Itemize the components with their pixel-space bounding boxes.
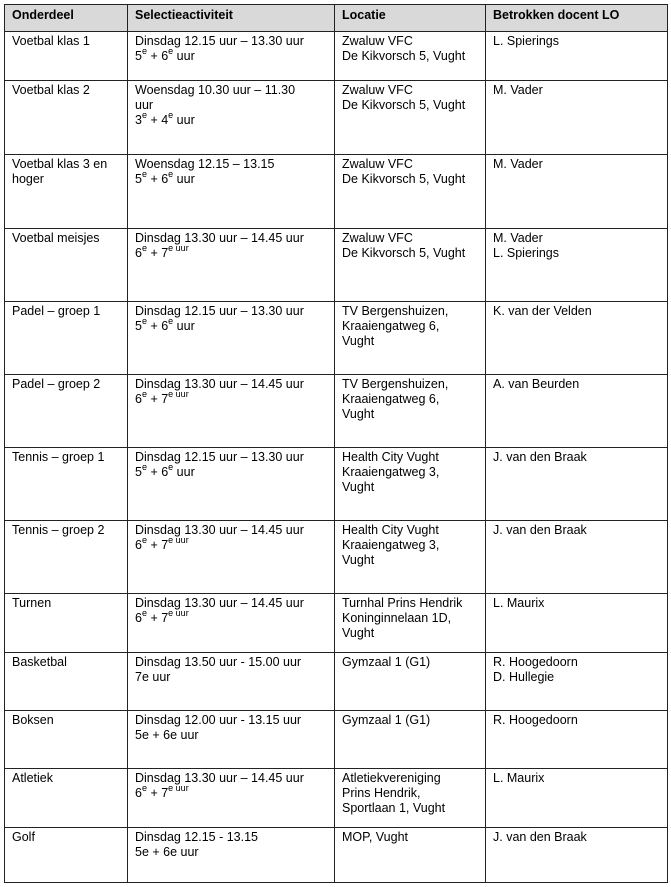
cell-selectieactiviteit-line	[135, 655, 327, 670]
cell-selectieactiviteit	[128, 448, 335, 521]
cell-locatie-line: Sportlaan 1, Vught	[342, 801, 446, 815]
cell-locatie-line: Vught	[342, 626, 375, 640]
cell-selectieactiviteit-line	[135, 713, 327, 728]
superscript-text: e	[168, 109, 174, 120]
activity-text: 6	[135, 392, 142, 406]
table-row	[5, 155, 668, 229]
cell-locatie-line: Gymzaal 1 (G1)	[342, 713, 431, 727]
cell-locatie-line: Zwaluw VFC	[342, 83, 413, 97]
cell-locatie-line: Kraaiengatweg 6,	[342, 319, 440, 333]
cell-locatie-line: Vught	[342, 553, 375, 567]
activity-text: uur	[173, 319, 195, 333]
superscript-text: e uur	[168, 534, 189, 545]
table-body	[5, 32, 668, 883]
activity-text: + 4	[146, 113, 169, 127]
cell-locatie-line: Zwaluw VFC	[342, 34, 413, 48]
cell-locatie-line: De Kikvorsch 5, Vught	[342, 98, 466, 112]
cell-onderdeel-line: Basketbal	[12, 655, 67, 669]
superscript-text: e	[141, 607, 147, 618]
cell-docent	[486, 375, 668, 448]
cell-docent	[486, 594, 668, 653]
superscript-text: e	[168, 168, 174, 179]
superscript-text: e	[168, 45, 174, 56]
table-row	[5, 769, 668, 828]
cell-docent-line: A. van Beurden	[493, 377, 580, 391]
activity-text: Dinsdag 12.15 - 13.15	[135, 830, 259, 844]
selection-schedule-table	[4, 4, 668, 883]
activity-text: + 6	[146, 49, 169, 63]
cell-selectieactiviteit	[128, 81, 335, 155]
cell-selectieactiviteit-line	[135, 728, 327, 743]
cell-selectieactiviteit-line	[135, 98, 327, 113]
table-row	[5, 521, 668, 594]
activity-text: + 7	[146, 392, 169, 406]
activity-text: 5	[135, 319, 142, 333]
cell-docent-line: L. Maurix	[493, 596, 545, 610]
activity-text: 6	[135, 246, 142, 260]
cell-docent-line: L. Spierings	[493, 246, 560, 260]
cell-docent-line: M. Vader	[493, 157, 543, 171]
cell-onderdeel	[5, 155, 128, 229]
activity-text: + 6	[146, 465, 169, 479]
cell-locatie-line: De Kikvorsch 5, Vught	[342, 172, 466, 186]
cell-selectieactiviteit	[128, 229, 335, 302]
cell-locatie-line: MOP, Vught	[342, 830, 409, 844]
superscript-text: e	[141, 534, 147, 545]
activity-text: + 7	[146, 538, 169, 552]
cell-selectieactiviteit-line	[135, 304, 327, 319]
table-row	[5, 448, 668, 521]
cell-onderdeel	[5, 302, 128, 375]
cell-locatie-line: Health City Vught	[342, 523, 439, 537]
cell-selectieactiviteit	[128, 711, 335, 769]
cell-selectieactiviteit-line	[135, 670, 327, 685]
cell-docent-line: K. van der Velden	[493, 304, 592, 318]
cell-docent-line: J. van den Braak	[493, 450, 587, 464]
cell-docent	[486, 653, 668, 711]
cell-locatie	[335, 229, 486, 302]
cell-onderdeel-line: Voetbal klas 1	[12, 34, 90, 48]
activity-text: Dinsdag 12.15 uur – 13.30 uur	[135, 304, 304, 318]
activity-text: Dinsdag 13.30 uur – 14.45 uur	[135, 771, 304, 785]
cell-docent-line: L. Maurix	[493, 771, 545, 785]
cell-locatie-line: TV Bergenshuizen,	[342, 304, 449, 318]
cell-locatie	[335, 521, 486, 594]
table-row	[5, 828, 668, 883]
table-row	[5, 81, 668, 155]
cell-locatie-line: De Kikvorsch 5, Vught	[342, 49, 466, 63]
table-row	[5, 711, 668, 769]
activity-text: Woensdag 12.15 – 13.15	[135, 157, 275, 171]
activity-text: 5e + 6e uur	[135, 728, 199, 742]
cell-onderdeel-line: Golf	[12, 830, 35, 844]
cell-selectieactiviteit	[128, 375, 335, 448]
cell-docent-line: J. van den Braak	[493, 830, 587, 844]
cell-locatie	[335, 594, 486, 653]
cell-locatie-line: Atletiekvereniging	[342, 771, 441, 785]
cell-onderdeel-line: Padel – groep 1	[12, 304, 101, 318]
cell-selectieactiviteit	[128, 828, 335, 883]
cell-selectieactiviteit-line	[135, 315, 327, 334]
cell-selectieactiviteit-line	[135, 461, 327, 480]
cell-onderdeel	[5, 594, 128, 653]
table-row	[5, 653, 668, 711]
cell-locatie	[335, 302, 486, 375]
cell-selectieactiviteit-line	[135, 157, 327, 172]
cell-locatie	[335, 769, 486, 828]
cell-locatie	[335, 375, 486, 448]
superscript-text: e uur	[168, 242, 189, 253]
header-locatie: Locatie	[335, 5, 486, 32]
document-page	[4, 4, 667, 883]
table-row	[5, 302, 668, 375]
activity-text: 6	[135, 538, 142, 552]
cell-docent-line: M. Vader	[493, 83, 543, 97]
cell-locatie	[335, 155, 486, 229]
activity-text: 7e uur	[135, 670, 171, 684]
cell-selectieactiviteit-line	[135, 450, 327, 465]
cell-selectieactiviteit	[128, 769, 335, 828]
activity-text: 6	[135, 611, 142, 625]
superscript-text: e	[141, 461, 147, 472]
table-row	[5, 375, 668, 448]
cell-locatie	[335, 32, 486, 81]
cell-locatie	[335, 653, 486, 711]
cell-locatie-line: Koninginnelaan 1D,	[342, 611, 452, 625]
cell-docent	[486, 448, 668, 521]
activity-text: + 6	[146, 319, 169, 333]
header-onderdeel: Onderdeel	[5, 5, 128, 32]
cell-onderdeel	[5, 375, 128, 448]
activity-text: Woensdag 10.30 uur – 11.30	[135, 83, 296, 97]
cell-locatie	[335, 711, 486, 769]
cell-selectieactiviteit	[128, 521, 335, 594]
superscript-text: e uur	[168, 607, 189, 618]
activity-text: 5e + 6e uur	[135, 845, 199, 859]
cell-onderdeel	[5, 81, 128, 155]
superscript-text: e	[168, 461, 174, 472]
cell-locatie-line: Kraaiengatweg 3,	[342, 538, 440, 552]
header-betrokken-docent: Betrokken docent LO	[486, 5, 668, 32]
activity-text: Dinsdag 13.50 uur - 15.00 uur	[135, 655, 302, 669]
cell-onderdeel-line: Padel – groep 2	[12, 377, 101, 391]
cell-selectieactiviteit-line	[135, 845, 327, 860]
cell-docent	[486, 828, 668, 883]
cell-locatie-line: Turnhal Prins Hendrik	[342, 596, 463, 610]
cell-onderdeel-line: Boksen	[12, 713, 54, 727]
cell-locatie	[335, 448, 486, 521]
cell-onderdeel	[5, 711, 128, 769]
cell-onderdeel	[5, 653, 128, 711]
cell-onderdeel-line: Turnen	[12, 596, 52, 610]
cell-docent	[486, 81, 668, 155]
cell-onderdeel-line: Voetbal klas 2	[12, 83, 90, 97]
header-selectieactiviteit: Selectieactiviteit	[128, 5, 335, 32]
cell-selectieactiviteit-line	[135, 83, 327, 98]
activity-text: 3	[135, 113, 142, 127]
activity-text: uur	[135, 98, 154, 112]
cell-locatie-line: De Kikvorsch 5, Vught	[342, 246, 466, 260]
cell-selectieactiviteit	[128, 32, 335, 81]
cell-docent-line: D. Hullegie	[493, 670, 555, 684]
cell-docent	[486, 769, 668, 828]
cell-docent-line: L. Spierings	[493, 34, 560, 48]
cell-onderdeel-line: Voetbal klas 3 en	[12, 157, 108, 171]
superscript-text: e	[141, 168, 147, 179]
cell-docent	[486, 155, 668, 229]
activity-text: Dinsdag 12.15 uur – 13.30 uur	[135, 450, 304, 464]
cell-selectieactiviteit-line	[135, 45, 327, 64]
cell-docent-line: J. van den Braak	[493, 523, 587, 537]
cell-docent	[486, 32, 668, 81]
activity-text: uur	[173, 113, 195, 127]
activity-text: Dinsdag 13.30 uur – 14.45 uur	[135, 231, 304, 245]
cell-selectieactiviteit-line	[135, 782, 327, 801]
cell-locatie-line: Gymzaal 1 (G1)	[342, 655, 431, 669]
cell-locatie-line: TV Bergenshuizen,	[342, 377, 449, 391]
cell-locatie-line: Kraaiengatweg 3,	[342, 465, 440, 479]
activity-text: 6	[135, 786, 142, 800]
superscript-text: e	[168, 315, 174, 326]
cell-selectieactiviteit-line	[135, 523, 327, 538]
cell-selectieactiviteit-line	[135, 231, 327, 246]
cell-docent-line: R. Hoogedoorn	[493, 655, 578, 669]
activity-text: Dinsdag 12.15 uur – 13.30 uur	[135, 34, 304, 48]
activity-text: + 7	[146, 611, 169, 625]
activity-text: 5	[135, 465, 142, 479]
cell-locatie	[335, 828, 486, 883]
cell-docent	[486, 229, 668, 302]
activity-text: Dinsdag 12.00 uur - 13.15 uur	[135, 713, 302, 727]
cell-docent	[486, 711, 668, 769]
cell-selectieactiviteit-line	[135, 534, 327, 553]
cell-onderdeel-line: hoger	[12, 172, 44, 186]
table-header-row	[5, 5, 668, 32]
cell-selectieactiviteit-line	[135, 377, 327, 392]
cell-selectieactiviteit	[128, 594, 335, 653]
table-row	[5, 32, 668, 81]
cell-locatie-line: Kraaiengatweg 6,	[342, 392, 440, 406]
cell-selectieactiviteit-line	[135, 596, 327, 611]
activity-text: Dinsdag 13.30 uur – 14.45 uur	[135, 596, 304, 610]
activity-text: uur	[173, 465, 195, 479]
superscript-text: e	[141, 45, 147, 56]
superscript-text: e	[141, 315, 147, 326]
superscript-text: e	[141, 782, 147, 793]
superscript-text: e	[141, 388, 147, 399]
cell-locatie-line: Vught	[342, 480, 375, 494]
cell-docent-line: R. Hoogedoorn	[493, 713, 578, 727]
cell-onderdeel	[5, 828, 128, 883]
cell-onderdeel	[5, 32, 128, 81]
activity-text: Dinsdag 13.30 uur – 14.45 uur	[135, 377, 304, 391]
activity-text: + 6	[146, 172, 169, 186]
cell-onderdeel	[5, 769, 128, 828]
cell-selectieactiviteit-line	[135, 242, 327, 261]
superscript-text: e uur	[168, 388, 189, 399]
activity-text: uur	[173, 172, 195, 186]
cell-onderdeel-line: Tennis – groep 2	[12, 523, 105, 537]
superscript-text: e uur	[168, 782, 189, 793]
table-row	[5, 229, 668, 302]
cell-locatie	[335, 81, 486, 155]
cell-docent	[486, 521, 668, 594]
cell-onderdeel-line: Tennis – groep 1	[12, 450, 105, 464]
cell-locatie-line: Vught	[342, 407, 375, 421]
cell-selectieactiviteit-line	[135, 168, 327, 187]
cell-onderdeel	[5, 229, 128, 302]
cell-selectieactiviteit-line	[135, 607, 327, 626]
cell-selectieactiviteit-line	[135, 34, 327, 49]
cell-locatie-line: Zwaluw VFC	[342, 157, 413, 171]
cell-docent-line: M. Vader	[493, 231, 543, 245]
cell-locatie-line: Vught	[342, 334, 375, 348]
cell-onderdeel	[5, 448, 128, 521]
cell-selectieactiviteit	[128, 302, 335, 375]
superscript-text: e	[141, 242, 147, 253]
activity-text: + 7	[146, 246, 169, 260]
cell-locatie-line: Prins Hendrik,	[342, 786, 421, 800]
cell-selectieactiviteit-line	[135, 388, 327, 407]
cell-locatie-line: Zwaluw VFC	[342, 231, 413, 245]
activity-text: 5	[135, 172, 142, 186]
cell-onderdeel	[5, 521, 128, 594]
cell-docent	[486, 302, 668, 375]
activity-text: + 7	[146, 786, 169, 800]
cell-selectieactiviteit	[128, 155, 335, 229]
superscript-text: e	[141, 109, 147, 120]
cell-onderdeel-line: Voetbal meisjes	[12, 231, 100, 245]
activity-text: Dinsdag 13.30 uur – 14.45 uur	[135, 523, 304, 537]
cell-onderdeel-line: Atletiek	[12, 771, 53, 785]
cell-selectieactiviteit-line	[135, 109, 327, 128]
cell-selectieactiviteit-line	[135, 771, 327, 786]
cell-selectieactiviteit	[128, 653, 335, 711]
table-row	[5, 594, 668, 653]
cell-selectieactiviteit-line	[135, 830, 327, 845]
activity-text: 5	[135, 49, 142, 63]
cell-locatie-line: Health City Vught	[342, 450, 439, 464]
activity-text: uur	[173, 49, 195, 63]
